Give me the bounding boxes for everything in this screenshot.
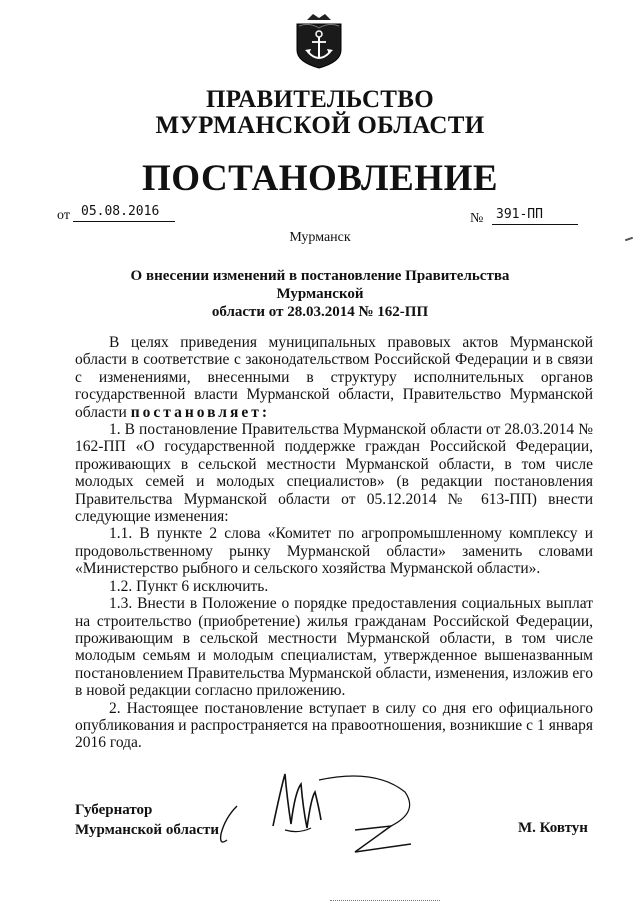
- organization-name-line2: МУРМАНСКОЙ ОБЛАСТИ: [155, 112, 485, 139]
- decree-word: постановляет:: [130, 403, 271, 421]
- clause-1-3-paragraph: 1.3. Внести в Положение о порядке предоставления социальных выплат на строительство (приобретение) жилья гражданам Российской Федерации, проживающим в сельской местности Мурманской области, в том числе молодым семьям и молодым специалистам, утвержденное вышеназванным постановлением Правительства Мурманской области, изменения, изложив его в новой редакции согласно приложению.: [75, 595, 593, 700]
- subject-line1: О внесении изменений в постановление Правительства Мурманской: [130, 268, 510, 302]
- clause-2-paragraph: 2. Настоящее постановление вступает в силу со дня его официального опубликования и распространяется на правоотношения, возникшие с 1 января 2016 года.: [75, 699, 593, 752]
- document-subject: [100, 267, 540, 321]
- clause-1-paragraph: 1. В постановление Правительства Мурманской области от 28.03.2014 № 162-ПП «О государственной поддержке граждан Российской Федерации, проживающих в сельской местности Мурманской области, в том числе молодых семей и молодых специалистов» (в редакции постановления Правительства Мурманской области от 05.12.2014 № 613-ПП) внести следующие изменения:: [75, 421, 593, 526]
- clause-1-1-paragraph: 1.1. В пункте 2 слова «Комитет по агропромышленному комплексу и продовольственному рынку Мурманской области» заменить словами «Министерство рыбного и сельского хозяйства Мурманской области».: [75, 525, 593, 578]
- document-number: 391-ПП: [492, 207, 578, 225]
- clause-1-2-paragraph: 1.2. Пункт 6 исключить.: [109, 577, 269, 595]
- document-body: [75, 334, 593, 752]
- signatory-name: М. Ковтун: [518, 820, 588, 836]
- subject-line2: области от 28.03.2014 № 162-ПП: [211, 304, 429, 320]
- preamble-text: В целях приведения муниципальных правовых актов Мурманской области в соответствие с законодательством Российской Федерации и в связи с изменениями, внесенными в структуру исполнительных органов государственной власти Мурманской области, Правительство Мурманской области: [75, 334, 593, 421]
- signatory-position-line1: Губернатор: [75, 802, 153, 818]
- preamble-paragraph: [75, 334, 593, 421]
- handwritten-signature: [215, 768, 445, 868]
- coat-of-arms-emblem: [293, 12, 345, 70]
- city-name: Мурманск: [289, 230, 351, 245]
- document-type-title: ПОСТАНОВЛЕНИЕ: [141, 158, 499, 199]
- bottom-mark: [330, 900, 440, 903]
- signatory-position: [75, 800, 219, 840]
- organization-name-line1: ПРАВИТЕЛЬСТВО: [206, 86, 434, 113]
- signatory-position-line2: Мурманской области: [75, 822, 220, 838]
- number-label: №: [470, 211, 484, 226]
- document-date: 05.08.2016: [73, 204, 175, 222]
- date-label: от: [57, 208, 70, 223]
